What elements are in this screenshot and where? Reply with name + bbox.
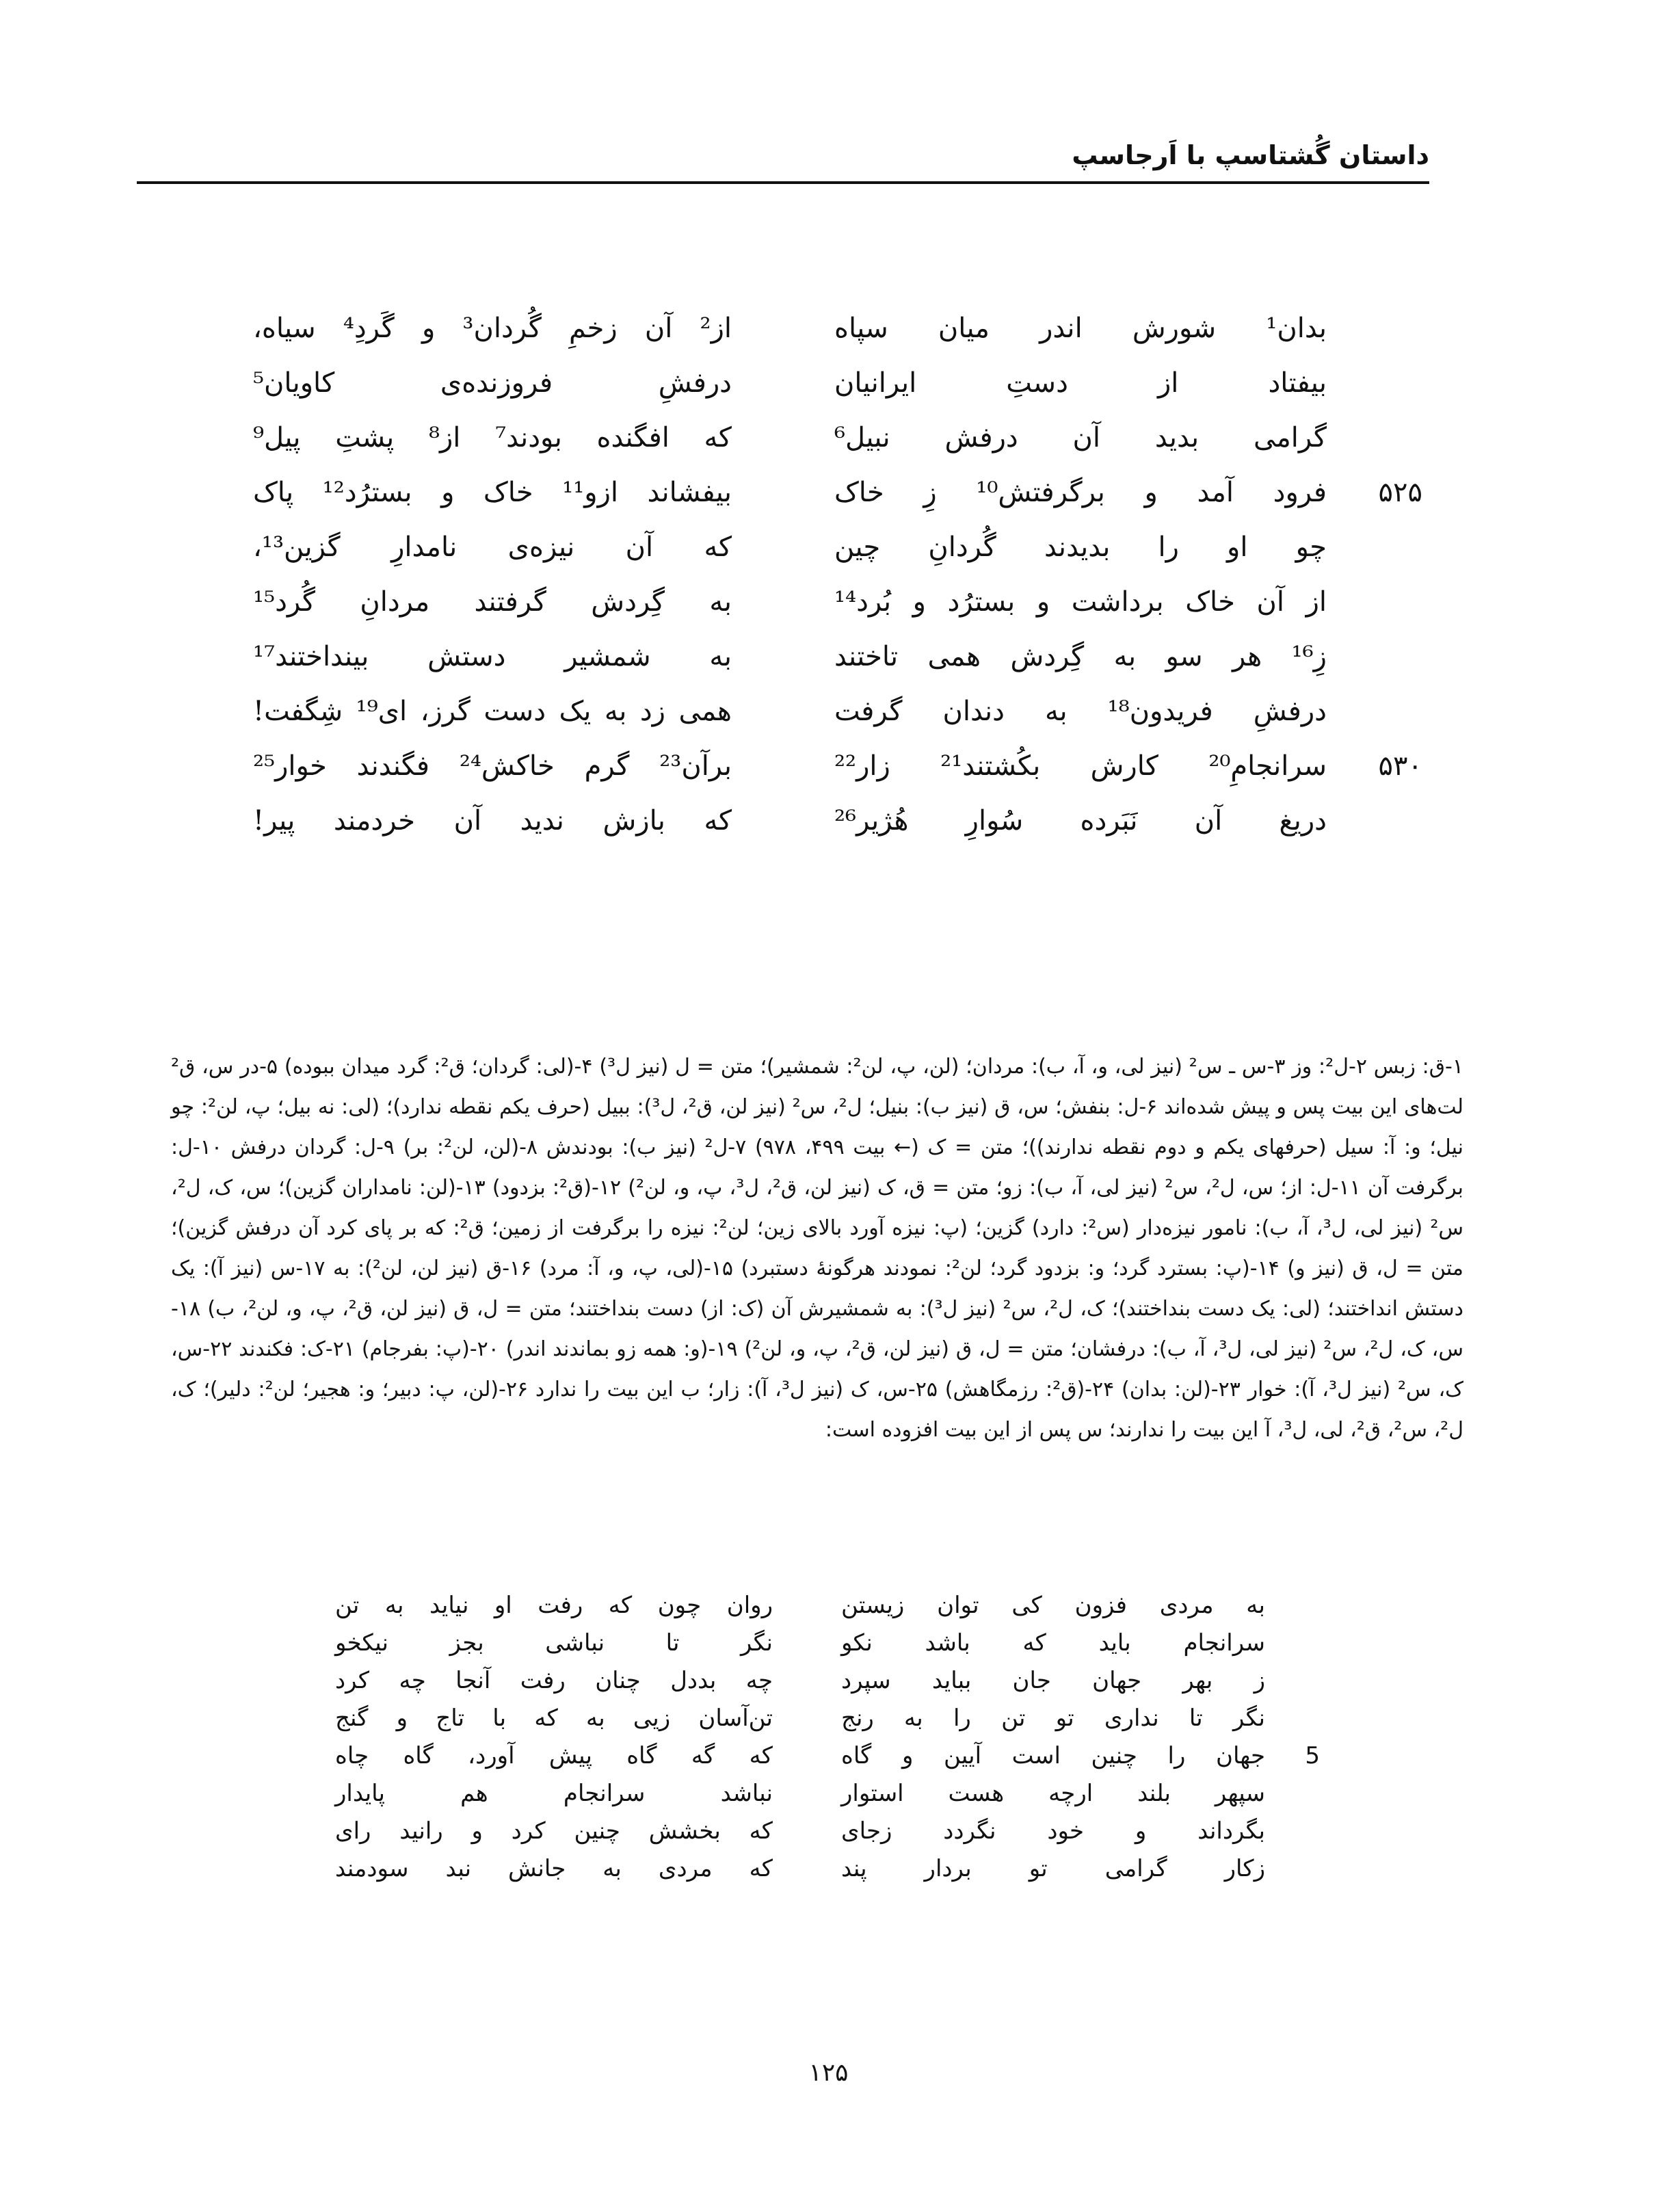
hemistich-second: که گه گاه پیش آورد، گاه چاه	[335, 1742, 773, 1769]
hemistich-first: سرانجام باید که باشد نکو	[841, 1629, 1265, 1657]
hemistich-first: بیفتاد از دستِ ایرانیان	[834, 367, 1327, 399]
hemistich-first: درفشِ فریدون¹⁸ به دندان گرفت	[834, 696, 1327, 727]
verse-row	[233, 465, 1422, 520]
hemistich-first: زِ¹⁶ هر سو به گِردش همی تاختند	[834, 641, 1327, 672]
hemistich-second: که مردی به جانش نبد سودمند	[335, 1855, 773, 1882]
hemistich-second: چه بددل چنان رفت آنجا چه کرد	[335, 1667, 773, 1694]
hemistich-second: که افگنده بودند⁷ از⁸ پشتِ پیل⁹	[253, 422, 732, 453]
header-divider	[137, 181, 1429, 184]
verse-row	[233, 629, 1422, 684]
poem-block	[233, 301, 1422, 848]
verse-row	[301, 1662, 1293, 1700]
hemistich-first: بگرداند و خود نگردد زجای	[841, 1817, 1265, 1845]
footnote-paragraph: ۱-ق: زبس ۲-ل²: وز ۳-س ـ س² (نیز لی، و، آ، ب): مردان؛ (لن، پ، لن²: شمشیر)؛ متن = ل (نیز ل³) ۴-(لی: گردان؛ ق²: گرد میدان ببوده) ۵-در س، ق² لت‌های این بیت پس و پیش شده‌اند ۶-ل: بنفش؛ س، ق (نیز ب): بنیل؛ ل²، س² (نیز لن، ق²، ل³): ببیل (حرف یکم نقطه ندارد)؛ (لی: نه بیل؛ پ، لن²: چو نیل؛ و: آ: سیل (حرفهای یکم و دوم نقطه ندارند))؛ متن = ک (← بیت ۴۹۹، ۹۷۸) ۷-ل² (نیز ب): بودندش ۸-(لن، لن²: بر) ۹-ل: گردان درفش ۱۰-ل: برگرفت آن ۱۱-ل: از؛ س، ل²، س² (نیز لی، آ، ب): زو؛ متن = ق، ک (نیز لن، ق²، ل³، پ، و، لن²) ۱۲-(ق²: بزدود) ۱۳-(لن: نامداران گزین)؛ س، ک، ل²، س² (نیز لی، ل³، آ، ب): نامور نیزه‌دار (س²: دارد) گزین؛ (پ: نیزه آورد بالای زین؛ لن²: نیزه را برگرفت از زمین؛ ق²: که بر پای کرد آن درفش گزین)؛ متن = ل، ق (نیز و) ۱۴-(پ: بسترد گرد؛ و: بزدود گرد؛ لن²: نمودند هرگونهٔ دستبرد) ۱۵-(لی، پ، و، آ: مرد) ۱۶-ق (نیز لن، لن²): به ۱۷-س (نیز آ): یک دستش انداختند؛ (لی: یک دست بنداختند)؛ ک، ل²، س² (نیز ل³): به شمشیرش آن (ک: از) دست بنداختند؛ متن = ل، ق (نیز لن، ق²، پ، و، لن²، ب) ۱۸-س، ک، ل²، س² (نیز لی، ل³، آ، ب): درفشان؛ متن = ل، ق (نیز لن، ق²، پ، و، لن²) ۱۹-(و: همه زو بماندند اندر) ۲۰-(پ: بفرجام) ۲۱-ک: فکندند ۲۲-س، ک، س² (نیز ل³، آ): خوار ۲۳-(لن: بدان) ۲۴-(ق²: رزمگاهش) ۲۵-س، ک (نیز ل³، آ): زار؛ ب این بیت را ندارد ۲۶-(لن، پ: دبیر؛ و: هجیر؛ لن²: دلیر)؛ ک، ل²، س²، ق²، لی، ل³، آ این بیت را ندارند؛ س پس از این بیت افزوده است:	[171, 1055, 1464, 1442]
hemistich-second: به گِردش گرفتند مردانِ گُرد¹⁵	[253, 586, 732, 618]
hemistich-first: گرامی بدید آن درفش نبیل⁶	[834, 422, 1327, 453]
verse-row	[233, 356, 1422, 410]
hemistich-first: بدان¹ شورش اندر میان سپاه	[834, 313, 1327, 344]
hemistich-second: از² آن زخمِ گُردان³ و گَردِ⁴ سیاه،	[253, 313, 732, 344]
verse-row	[233, 739, 1422, 793]
verse-number: 5	[1305, 1742, 1320, 1769]
hemistich-first: جهان را چنین است آیین و گاه	[841, 1742, 1265, 1769]
hemistich-first: فرود آمد و برگرفتش¹⁰ زِ خاک	[834, 477, 1327, 508]
verse-row	[301, 1775, 1293, 1813]
added-verses-block	[301, 1587, 1320, 1888]
hemistich-second: برآن²³ گرم خاکش²⁴ فگندند خوار²⁵	[253, 750, 732, 782]
hemistich-second: روان چون که رفت او نیاید به تن	[335, 1592, 773, 1619]
hemistich-first: به مردی فزون کی توان زیستن	[841, 1592, 1265, 1619]
hemistich-first: زکار گرامی تو بردار پند	[841, 1855, 1265, 1882]
verse-row	[233, 301, 1422, 356]
verse-row	[233, 684, 1422, 739]
verse-row	[233, 520, 1422, 575]
hemistich-second: که بازش ندید آن خردمند پیر!	[253, 805, 732, 837]
verse-row	[301, 1700, 1293, 1737]
hemistich-first: ز بهر جهان جان بباید سپرد	[841, 1667, 1265, 1694]
hemistich-first: چو او را بدیدند گُردانِ چین	[834, 531, 1327, 563]
chapter-title: داستان گُشتاسپ با اَرجاسپ	[1072, 140, 1429, 170]
footnotes	[171, 1046, 1463, 1450]
hemistich-first: نگر تا نداری تو تن را به رنج	[841, 1704, 1265, 1732]
verse-number: ۵۳۰	[1378, 750, 1422, 782]
hemistich-second: نگر تا نباشی بجز نیکخو	[335, 1629, 773, 1657]
verse-row	[301, 1587, 1293, 1624]
page-number: ۱۲۵	[808, 2059, 849, 2087]
verse-row	[233, 793, 1422, 848]
hemistich-first: سرانجامِ²⁰ کارش بکُشتند²¹ زار²²	[834, 750, 1327, 782]
hemistich-second: همی زد به یک دست گرز، ای¹⁹ شِگفت!	[253, 696, 732, 727]
verse-row	[301, 1737, 1320, 1775]
hemistich-second: که آن نیزه‌ی نامدارِ گزین¹³،	[253, 531, 732, 563]
hemistich-second: درفشِ فروزنده‌ی کاویان⁵	[253, 367, 732, 399]
hemistich-second: تن‌آسان زیی به که با تاج و گنج	[335, 1704, 773, 1732]
hemistich-second: نباشد سرانجام هم پایدار	[335, 1780, 773, 1807]
verse-row	[301, 1624, 1293, 1662]
verse-row	[233, 575, 1422, 629]
verse-number: ۵۲۵	[1378, 477, 1422, 508]
hemistich-first: سپهر بلند ارچه هست استوار	[841, 1780, 1265, 1807]
verse-row	[233, 410, 1422, 465]
hemistich-second: بیفشاند ازو¹¹ خاک و بسترُد¹² پاک	[253, 477, 732, 508]
verse-row	[301, 1813, 1293, 1850]
hemistich-second: که بخشش چنین کرد و رانید رای	[335, 1817, 773, 1845]
verse-row	[301, 1850, 1293, 1888]
hemistich-second: به شمشیر دستش بینداختند¹⁷	[253, 641, 732, 672]
hemistich-first: از آن خاک برداشت و بسترُد و بُرد¹⁴	[834, 586, 1327, 618]
hemistich-first: دریغ آن نَبَرده سُوارِ هُژیر²⁶	[834, 805, 1327, 837]
